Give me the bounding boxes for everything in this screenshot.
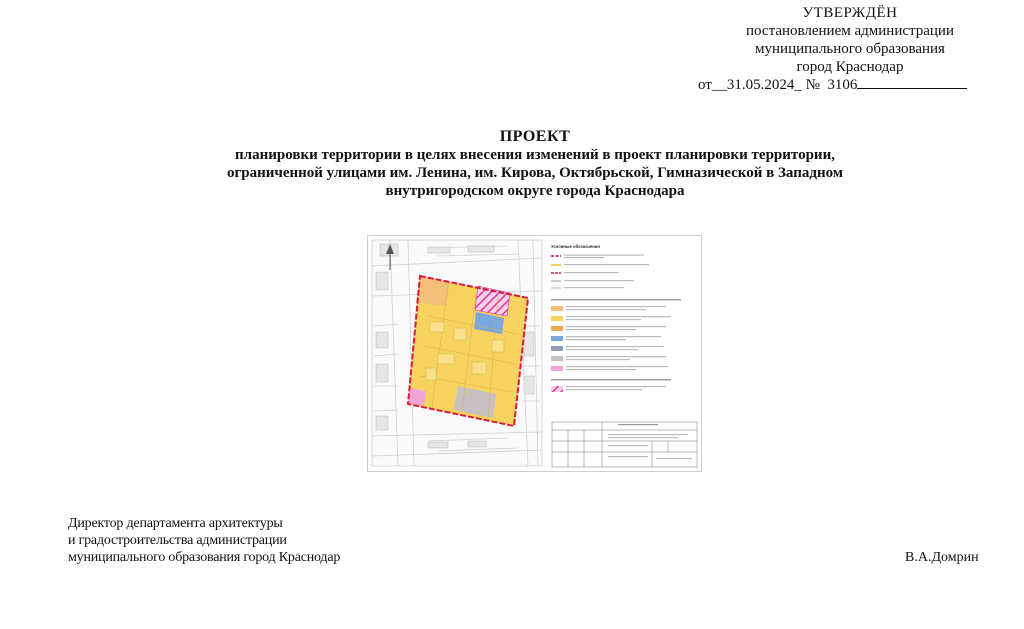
project-line-3: внутригородском округе города Краснодара — [385, 183, 685, 199]
project-title-block — [110, 128, 960, 200]
approval-line-3: город Краснодар — [796, 59, 904, 75]
title-block-stamp — [552, 422, 697, 467]
approval-date-line — [690, 76, 1010, 94]
approval-title: УТВЕРЖДЁН — [802, 5, 898, 21]
approval-date: 31.05.2024 — [726, 77, 795, 93]
underline — [857, 76, 967, 89]
planning-area — [408, 276, 528, 426]
project-line-2: ограниченной улицами им. Ленина, им. Кирова, Октябрьской, Гимназической в Западном — [226, 165, 844, 181]
approval-line-2: муниципального образования — [755, 41, 945, 57]
project-line-1: планировки территории в целях внесения изменений в проект планировки территории, — [235, 147, 835, 163]
signature-position — [68, 515, 340, 566]
map-legend — [551, 244, 681, 392]
legend-title: Условные обозначения — [551, 244, 600, 249]
project-title: ПРОЕКТ — [499, 128, 571, 145]
planning-map — [367, 235, 702, 472]
number-sep: _ № — [794, 77, 820, 93]
signature-name: В.А.Домрин — [905, 550, 979, 565]
map-drawing — [368, 236, 701, 471]
approval-number: 3106 — [827, 77, 858, 93]
legend-entries — [551, 255, 681, 393]
approval-line-1: постановлением администрации — [746, 23, 954, 39]
signature-line-1: Директор департамента архитектуры — [68, 516, 283, 531]
date-prefix: от__ — [698, 77, 727, 93]
signature-line-3: муниципального образования город Краснодар — [68, 550, 341, 565]
approval-block — [690, 4, 1010, 94]
signature-line-2: и градостроительства администрации — [68, 533, 287, 548]
